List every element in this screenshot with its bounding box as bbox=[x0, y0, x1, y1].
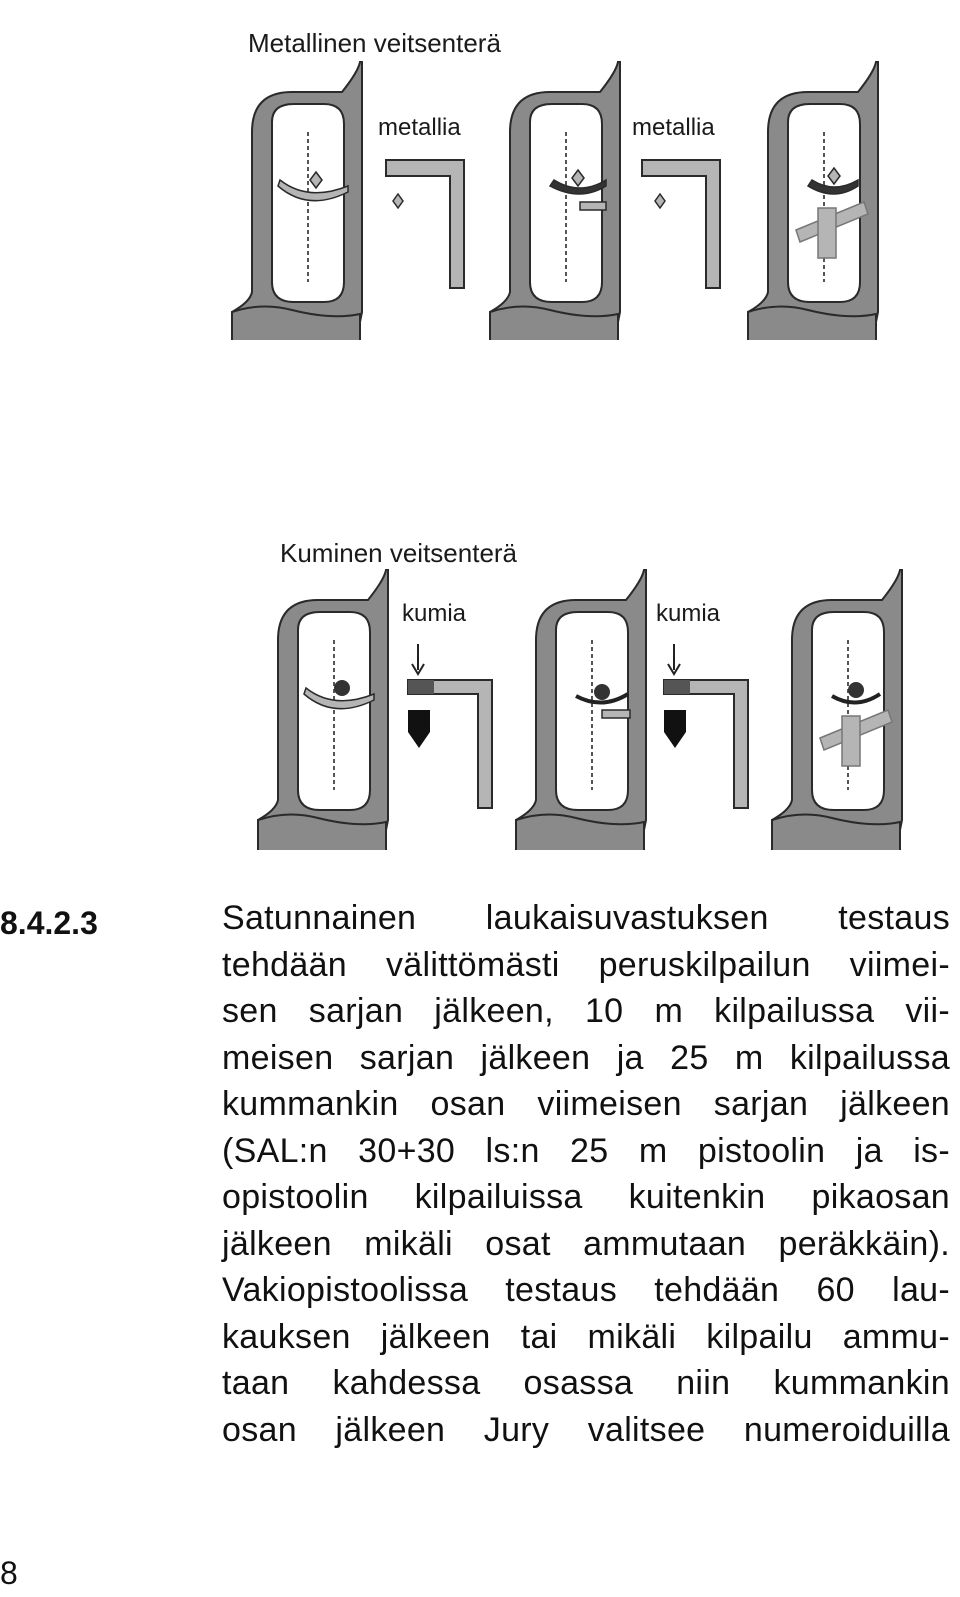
rubber-frame-2 bbox=[516, 570, 646, 850]
page-number: 8 bbox=[0, 1555, 18, 1591]
label-rubber-right: kumia bbox=[656, 600, 721, 627]
body-line: (SAL:n 30+30 ls:n 25 m pistoolin ja is- bbox=[222, 1131, 950, 1170]
body-line: osan jälkeen Jury valitsee numeroiduilla bbox=[222, 1410, 950, 1449]
label-metal-right: metallia bbox=[632, 114, 715, 141]
metal-blade-illustration bbox=[0, 0, 960, 340]
body-line: Satunnainen laukaisuvastuksen testaus bbox=[222, 899, 950, 937]
body-line: jälkeen mikäli osat ammutaan peräkkäin). bbox=[222, 1224, 950, 1263]
label-metal-left: metallia bbox=[378, 114, 461, 141]
body-line: kauksen jälkeen tai mikäli kilpailu ammu- bbox=[222, 1317, 950, 1356]
rubber-blade-illustration bbox=[0, 560, 960, 850]
body-line: Vakiopistoolissa testaus tehdään 60 lau- bbox=[222, 1271, 950, 1309]
section-number: 8.4.2.3 bbox=[0, 905, 98, 941]
metal-frame-2 bbox=[490, 62, 620, 340]
figure-caption-rubber: Kuminen veitsenterä bbox=[280, 538, 518, 568]
rubber-frame-3 bbox=[772, 570, 902, 850]
rubber-frame-1 bbox=[258, 570, 388, 850]
section-body bbox=[222, 895, 950, 1453]
body-line: opistoolin kilpailuissa kuitenkin pikaosan bbox=[222, 1178, 950, 1216]
figure-caption-metal: Metallinen veitsenterä bbox=[248, 28, 501, 58]
metal-frame-1 bbox=[232, 62, 362, 340]
label-rubber-left: kumia bbox=[402, 600, 467, 627]
metal-sear-2 bbox=[642, 160, 720, 288]
body-line: taan kahdessa osassa niin kummankin bbox=[222, 1364, 950, 1402]
body-line: tehdään välittömästi peruskilpailun viimei- bbox=[222, 945, 950, 984]
metal-sear-1 bbox=[386, 160, 464, 288]
body-line: kummankin osan viimeisen sarjan jälkeen bbox=[222, 1085, 950, 1123]
body-line: meisen sarjan jälkeen ja 25 m kilpailussa bbox=[222, 1038, 950, 1077]
body-line: sen sarjan jälkeen, 10 m kilpailussa vii- bbox=[222, 992, 950, 1030]
rubber-sear-1 bbox=[408, 644, 492, 808]
rubber-sear-2 bbox=[664, 644, 748, 808]
metal-frame-3 bbox=[748, 62, 878, 340]
